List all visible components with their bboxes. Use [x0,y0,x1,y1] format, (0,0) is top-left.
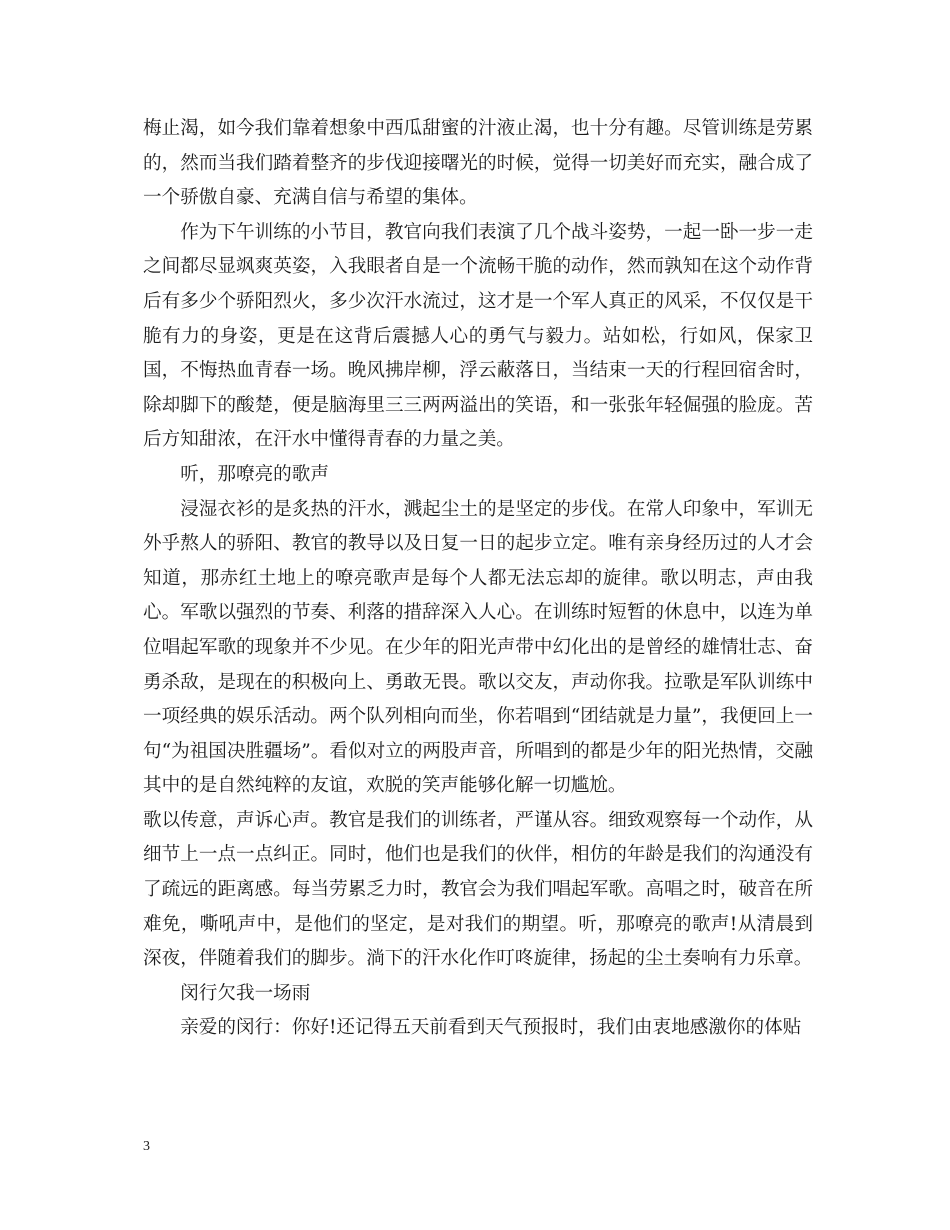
paragraph-military-songs: 浸湿衣衫的是炙热的汗水，溅起尘土的是坚定的步伐。在常人印象中，军训无外乎熬人的骄阳、教官的教导以及日复一日的起步立定。唯有亲身经历过的人才会知道，那赤红土地上的嘹亮歌声是每个人都无法忘却的旋律。歌以明志，声由我心。军歌以强烈的节奏、利落的措辞深入人心。在训练时短暂的休息中，以连为单位唱起军歌的现象并不少见。在少年的阳光声带中幻化出的是曾经的雄情壮志、奋勇杀敌，是现在的积极向上、勇敢无畏。歌以交友，声动你我。拉歌是军队训练中一项经典的娱乐活动。两个队列相向而坐，你若唱到“团结就是力量”，我便回上一句“为祖国决胜疆场”。看似对立的两股声音，所唱到的都是少年的阳光热情，交融其中的是自然纯粹的友谊，欢脱的笑声能够化解一切尴尬。 [143,498,813,797]
page-number: 3 [143,1139,150,1154]
document-body [143,112,813,1046]
section-heading-songs: 听，那嘹亮的歌声 [180,463,329,485]
section-heading-rain: 闵行欠我一场雨 [180,982,311,1004]
paragraph-continuation-1: 梅止渴，如今我们靠着想象中西瓜甜蜜的汁液止渴，也十分有趣。尽管训练是劳累的，然而当我们踏着整齐的步伐迎接曙光的时候，觉得一切美好而充实，融合成了一个骄傲自豪、充满自信与希望的集体。 [143,118,813,209]
paragraph-songs-continuation: 歌以传意，声诉心声。教官是我们的训练者，严谨从容。细致观察每一个动作，从细节上一点一点纠正。同时，他们也是我们的伙伴，相仿的年龄是我们的沟通没有了疏远的距离感。每当劳累乏力时，教官会为我们唱起军歌。高唱之时，破音在所难免，嘶吼声中，是他们的坚定，是对我们的期望。听，那嘹亮的歌声!从清晨到深夜，伴随着我们的脚步。淌下的汗水化作叮咚旋律，扬起的尘土奏响有力乐章。 [143,809,813,970]
paragraph-training-performance: 作为下午训练的小节目，教官向我们表演了几个战斗姿势，一起一卧一步一走之间都尽显飒爽英姿，入我眼者自是一个流畅干脆的动作，然而孰知在这个动作背后有多少个骄阳烈火，多少次汗水流过，这才是一个军人真正的风采，不仅仅是干脆有力的身姿，更是在这背后震撼人心的勇气与毅力。站如松，行如风，保家卫国，不悔热血青春一场。晚风拂岸柳，浮云蔽落日，当结束一天的行程回宿舍时，除却脚下的酸楚，便是脑海里三三两两溢出的笑语，和一张张年轻倔强的脸庞。苦后方知甜浓，在汗水中懂得青春的力量之美。 [143,221,813,451]
paragraph-letter-opening: 亲爱的闵行：你好!还记得五天前看到天气预报时，我们由衷地感激你的体贴 [180,1017,802,1039]
